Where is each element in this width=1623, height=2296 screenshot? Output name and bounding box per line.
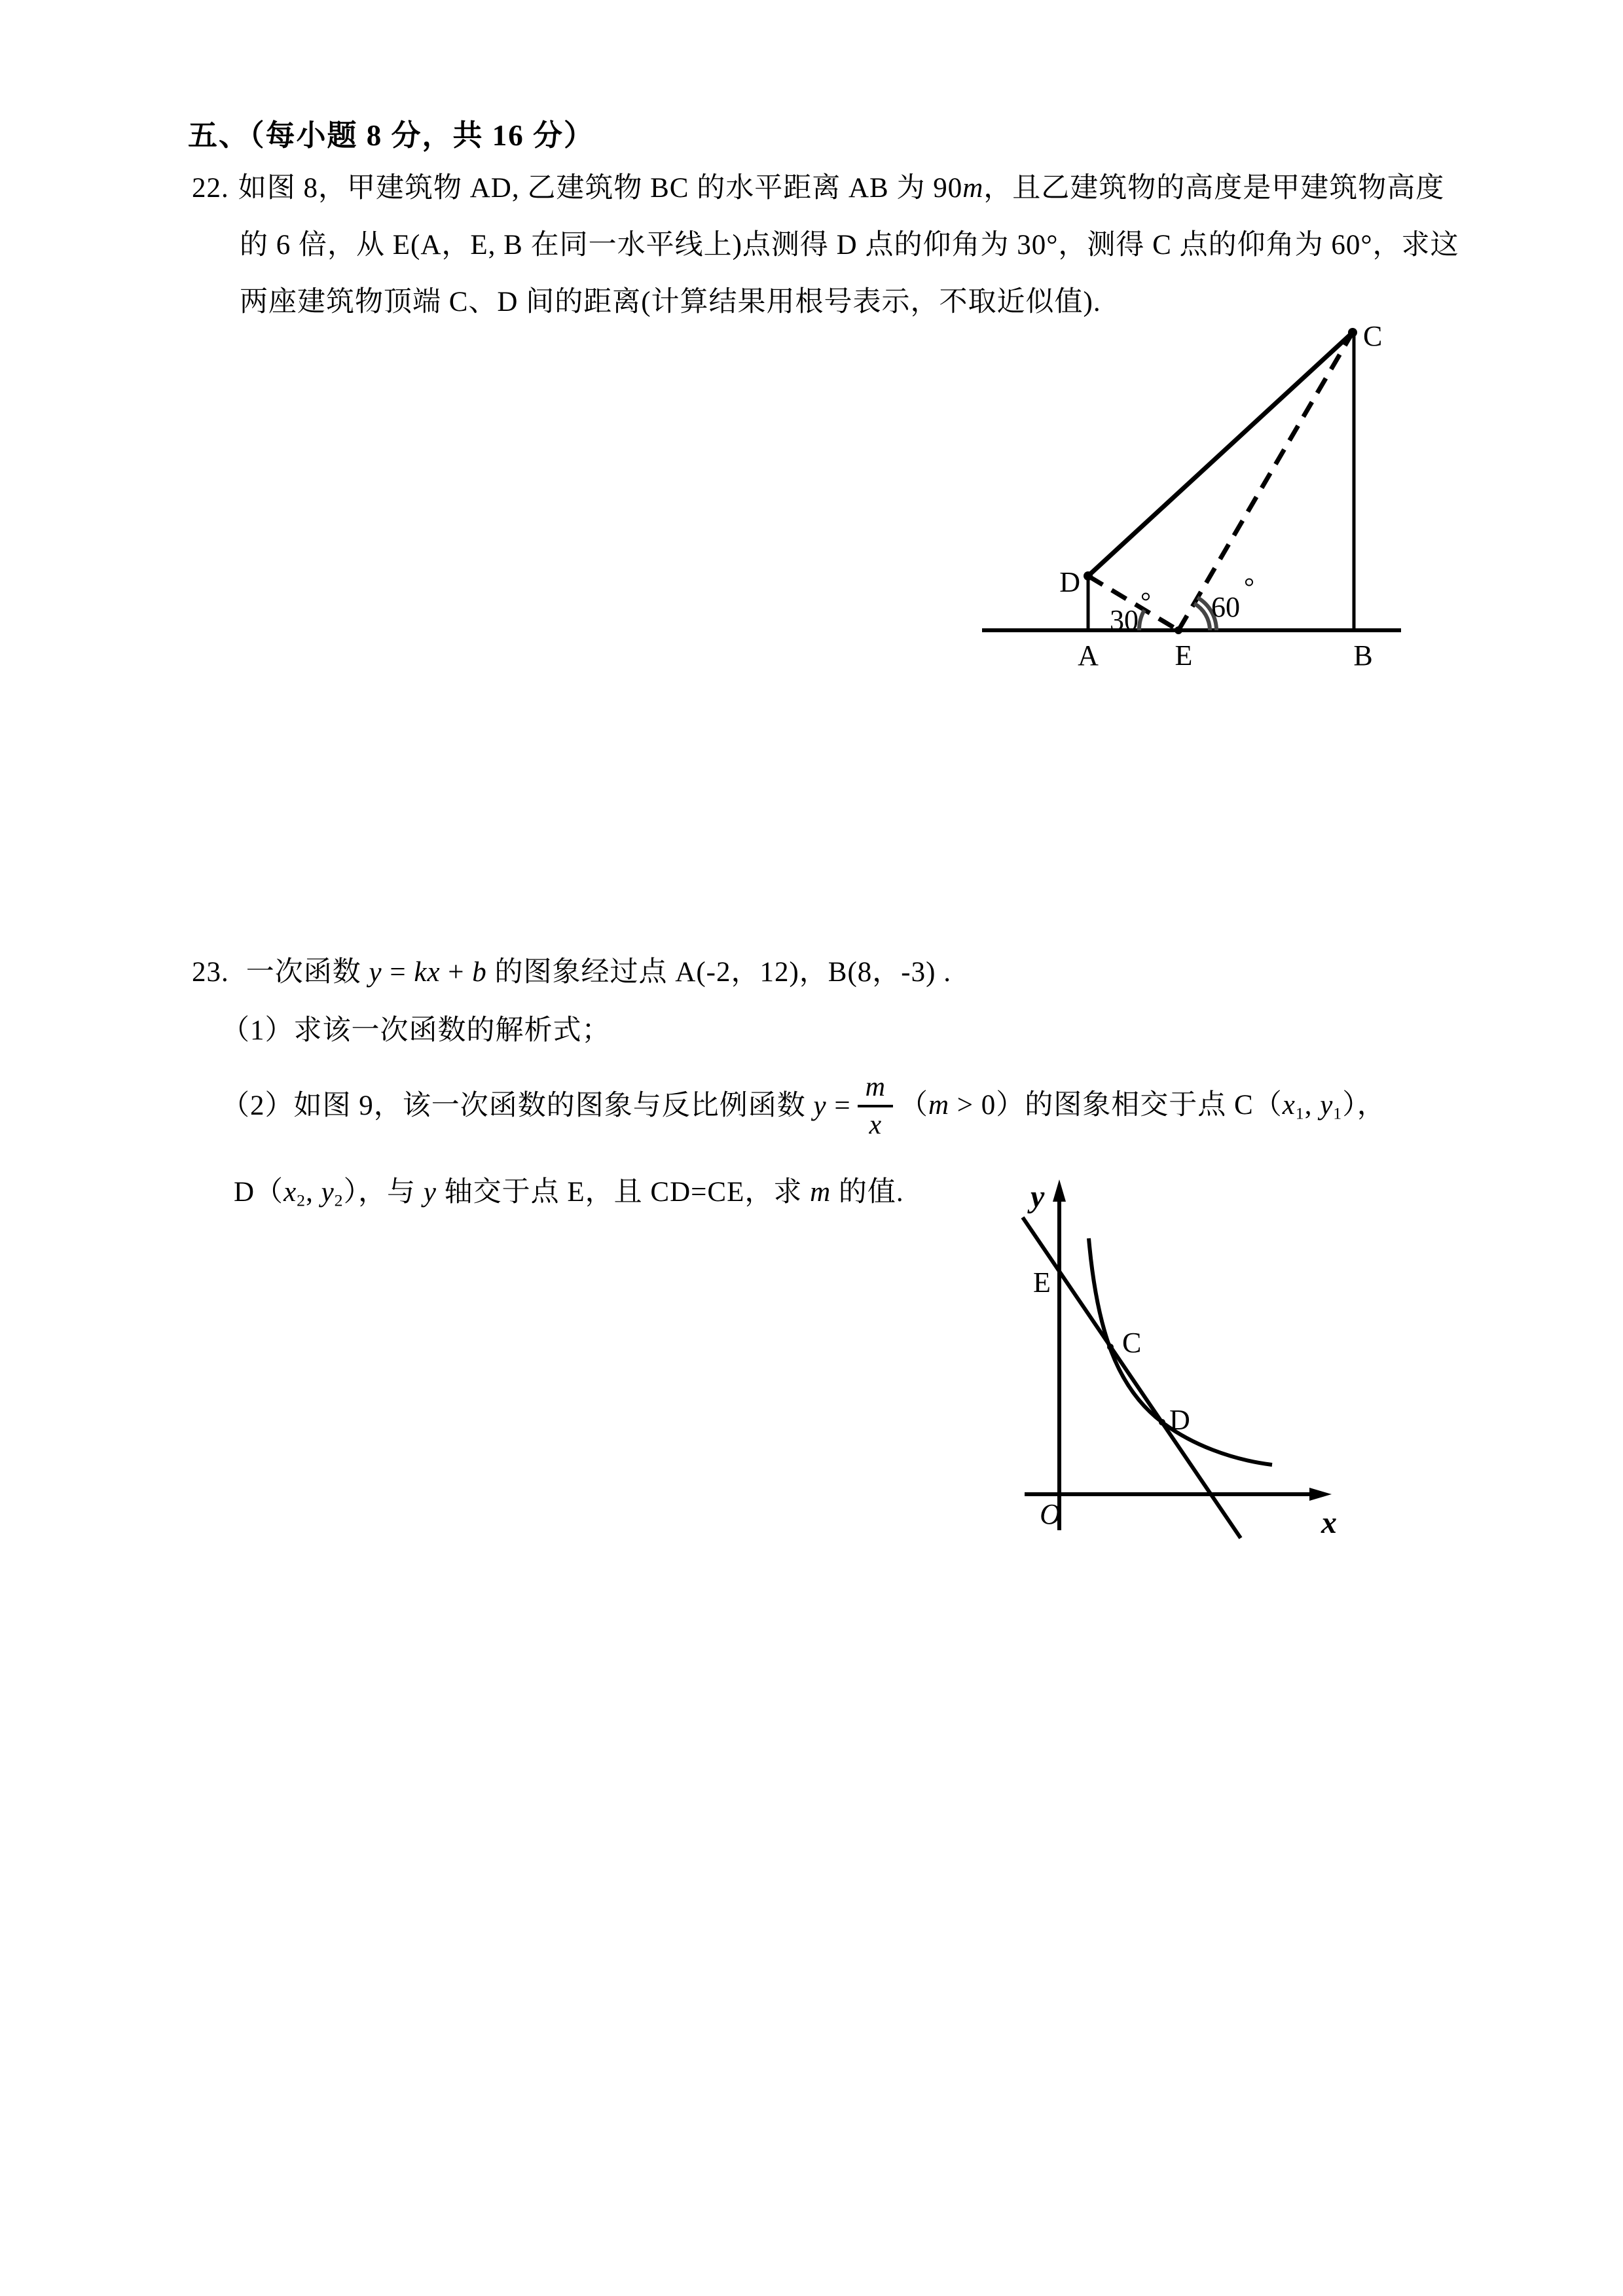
problem-22-line-1	[192, 171, 1444, 206]
fraction-numerator: m	[858, 1072, 893, 1107]
problem-22-line-2: 的 6 倍，从 E(A，E, B 在同一水平线上)点测得 D 点的仰角为 30°，测得 C 点的仰角为 60°，求这	[240, 230, 1459, 260]
problem-23-part-1: （1）求该一次函数的解析式；	[221, 1015, 611, 1046]
problem-23-line-1	[192, 956, 951, 990]
point-e-dot	[1175, 626, 1182, 634]
label-c: C	[1363, 320, 1383, 352]
label-e: E	[1175, 639, 1193, 668]
problem-23-number: 23.	[192, 957, 229, 988]
figure-8-diagram	[976, 314, 1408, 668]
problem-23-part-2-post: （m > 0）的图象相交于点 $C(x_1$, $y_1$），	[899, 1089, 1386, 1123]
problem-23-part-2-pre: （2）如图 9，该一次函数的图象与反比例函数 y =	[221, 1090, 851, 1122]
point-c-dot	[1107, 1344, 1114, 1350]
problem-22-number: 22.	[192, 173, 229, 204]
point-d-dot	[1159, 1419, 1165, 1426]
angle-60-degree-symbol: °	[1244, 572, 1254, 601]
label-c: C	[1122, 1327, 1142, 1359]
point-d-dot	[1084, 571, 1093, 581]
label-d: D	[1169, 1404, 1190, 1436]
angle-30-label: 30	[1110, 604, 1139, 636]
y-axis-arrow	[1053, 1179, 1066, 1202]
y-axis-label: y	[1030, 1179, 1045, 1214]
problem-22-line-1-text: 如图 8，甲建筑物 AD, 乙建筑物 BC 的水平距离 AB 为 90m，且乙建筑物的高度是甲建筑物高度	[238, 173, 1445, 204]
segment-dc-line	[1088, 332, 1353, 576]
problem-22-line-3: 两座建筑物顶端 C、D 间的距离(计算结果用根号表示，不取近似值).	[240, 287, 1101, 317]
label-b: B	[1353, 639, 1373, 668]
label-a: A	[1078, 639, 1099, 668]
point-c-dot	[1348, 328, 1357, 337]
problem-23-line-1-text: 一次函数 y = kx + b 的图象经过点 A(-2，12)，B(8，-3) .	[246, 957, 951, 988]
sightline-ec-dashed	[1178, 332, 1353, 630]
x-axis-label: x	[1321, 1505, 1337, 1540]
origin-label: O	[1040, 1498, 1061, 1530]
angle-60-label: 60	[1211, 591, 1240, 623]
section-header: 五、（每小题 8 分，共 16 分）	[188, 119, 595, 152]
angle-30-degree-symbol: °	[1140, 586, 1151, 616]
linear-function-line	[1023, 1217, 1241, 1538]
problem-23-line-4: $D(x_2$, $y_2$），与 y 轴交于点 E，且 CD=CE，求 m 的值.	[234, 1177, 904, 1210]
fraction-denominator: x	[869, 1110, 882, 1141]
label-d: D	[1059, 566, 1080, 598]
label-e: E	[1033, 1266, 1051, 1299]
problem-23-part-2	[221, 1072, 1386, 1140]
x-axis-arrow	[1309, 1488, 1332, 1501]
fraction-m-over-x	[858, 1072, 893, 1140]
figure-9-graph	[995, 1172, 1362, 1590]
